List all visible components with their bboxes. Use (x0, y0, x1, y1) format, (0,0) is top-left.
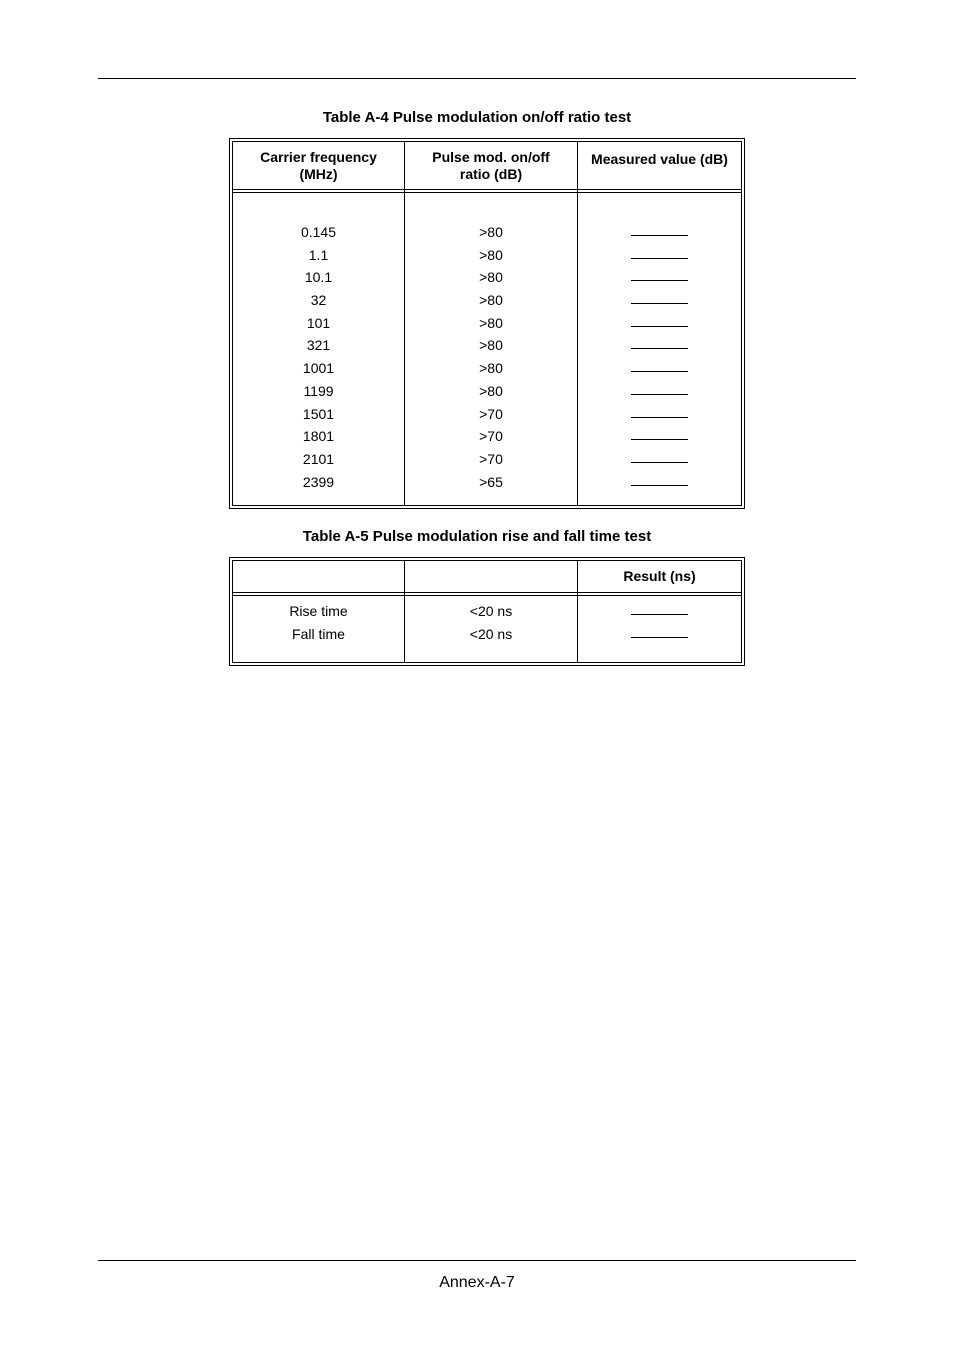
pulse-ratio-cell: >80 (479, 224, 503, 240)
blank-entry-line[interactable] (631, 448, 688, 463)
table-a4 (229, 138, 745, 509)
carrier-frequency-cell: 32 (310, 292, 327, 309)
measured-value-cell (578, 425, 741, 448)
blank-entry-line[interactable] (631, 623, 688, 638)
header-carrier-frequency-line2: (MHz) (299, 165, 338, 182)
result-list (578, 600, 741, 645)
blank-entry-line[interactable] (631, 600, 688, 615)
result-column (578, 596, 742, 663)
blank-entry-line[interactable] (631, 334, 688, 349)
carrier-frequency-column (233, 193, 405, 506)
measured-value-cell (578, 334, 741, 357)
header-carrier-frequency-line1: Carrier frequency (260, 148, 377, 165)
parameter-list (233, 600, 404, 645)
carrier-frequency-cell: 1.1 (308, 246, 329, 263)
result-cell (578, 623, 741, 646)
table-a5-caption: Table A-5 Pulse modulation rise and fall time test (302, 528, 652, 545)
parameter-cell: Fall time (292, 625, 345, 642)
blank-entry-line[interactable] (631, 244, 688, 259)
parameter-column (233, 596, 405, 663)
measured-value-cell (578, 289, 741, 312)
pulse-ratio-cell: >70 (479, 450, 503, 467)
pulse-ratio-cell: >80 (479, 337, 503, 354)
blank-entry-line[interactable] (631, 312, 688, 327)
carrier-frequency-cell: 1501 (302, 405, 335, 422)
pulse-ratio-cell: >80 (479, 246, 503, 263)
carrier-frequency-cell: 101 (306, 314, 331, 331)
limit-cell: <20 ns (469, 603, 513, 619)
measured-value-list (578, 221, 741, 493)
carrier-frequency-cell: 0.145 (300, 224, 337, 240)
blank-entry-line[interactable] (631, 403, 688, 418)
footer-rule (98, 1260, 856, 1261)
pulse-ratio-cell: >80 (479, 382, 503, 399)
header-pulse-ratio-line1: Pulse mod. on/off (432, 148, 550, 165)
header-parameter (233, 561, 405, 593)
measured-value-cell (578, 380, 741, 403)
table-a5 (229, 557, 745, 666)
pulse-ratio-cell: >80 (479, 314, 503, 331)
blank-entry-line[interactable] (631, 289, 688, 304)
limit-list (405, 600, 577, 645)
carrier-frequency-cell: 1801 (302, 428, 335, 445)
carrier-frequency-cell: 1199 (303, 382, 334, 399)
blank-entry-line[interactable] (631, 380, 688, 395)
measured-value-cell (578, 448, 741, 471)
blank-entry-line[interactable] (631, 266, 688, 281)
measured-value-column (578, 193, 742, 506)
blank-entry-line[interactable] (631, 425, 688, 440)
pulse-ratio-cell: >65 (479, 473, 503, 490)
table-a4-caption: Table A-4 Pulse modulation on/off ratio test (322, 109, 632, 126)
header-measured-value (578, 142, 742, 190)
measured-value-cell (578, 471, 741, 494)
carrier-frequency-cell: 321 (306, 337, 331, 354)
measured-value-cell (578, 244, 741, 267)
header-result: Result (ns) (578, 561, 742, 593)
header-pulse-ratio (405, 142, 578, 190)
result-cell (578, 600, 741, 623)
pulse-ratio-cell: >70 (479, 405, 503, 422)
pulse-ratio-cell: >80 (479, 292, 503, 309)
parameter-cell: Rise time (289, 603, 348, 619)
carrier-frequency-cell: 1001 (302, 360, 335, 377)
limit-column (405, 596, 578, 663)
blank-entry-line[interactable] (631, 471, 688, 486)
carrier-frequency-cell: 10.1 (304, 269, 333, 286)
header-limit (405, 561, 578, 593)
blank-entry-line[interactable] (631, 221, 688, 236)
carrier-frequency-cell: 2101 (302, 450, 335, 467)
header-carrier-frequency (233, 142, 405, 190)
header-rule (98, 78, 856, 79)
pulse-ratio-cell: >80 (479, 360, 503, 377)
pulse-ratio-column (405, 193, 578, 506)
measured-value-cell (578, 403, 741, 426)
pulse-ratio-list (405, 221, 577, 493)
limit-cell: <20 ns (469, 625, 513, 642)
page-number: Annex-A-7 (439, 1274, 515, 1291)
header-pulse-ratio-line2: ratio (dB) (459, 165, 523, 182)
pulse-ratio-cell: >70 (479, 428, 503, 445)
measured-value-cell (578, 357, 741, 380)
measured-value-cell (578, 266, 741, 289)
pulse-ratio-cell: >80 (479, 269, 503, 286)
measured-value-cell (578, 221, 741, 244)
header-measured-value-label: Measured value (dB) (591, 151, 728, 167)
blank-entry-line[interactable] (631, 357, 688, 372)
measured-value-cell (578, 312, 741, 335)
carrier-frequency-list (233, 221, 404, 493)
carrier-frequency-cell: 2399 (302, 473, 335, 490)
